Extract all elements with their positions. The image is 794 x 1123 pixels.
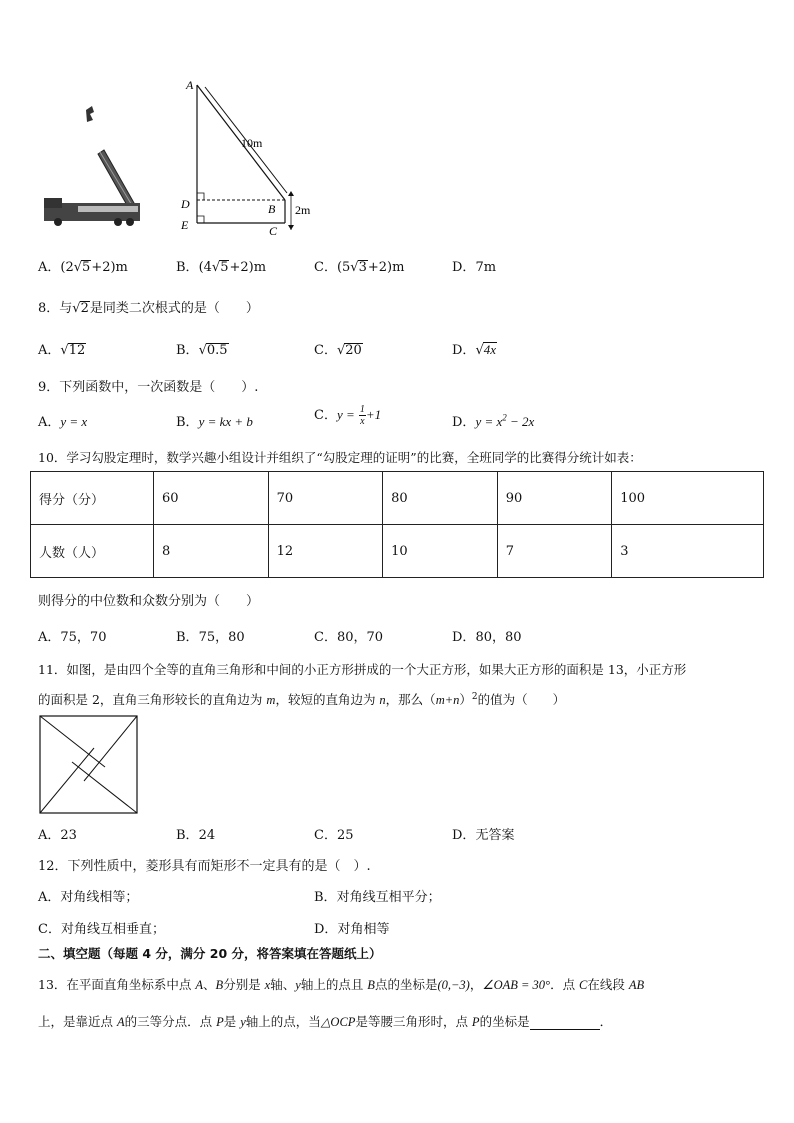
q11-option-b[interactable]: B．24	[176, 828, 216, 843]
table-cell: 60	[154, 472, 269, 525]
table-cell: 得分（分）	[31, 472, 154, 525]
q12-option-c[interactable]: C．对角线互相垂直；	[38, 922, 165, 937]
table-cell: 8	[154, 525, 269, 578]
label-c: C	[269, 224, 278, 238]
table-cell: 3	[612, 525, 764, 578]
q11-option-c[interactable]: C．25	[314, 828, 354, 843]
score-table	[30, 471, 764, 578]
q10-option-c[interactable]: C．80，70	[314, 630, 384, 645]
q8-option-a[interactable]: A．√12	[38, 343, 86, 358]
fraction-one-over-x: $\frac{1}{x}$	[359, 404, 365, 427]
q12-stem: 12．下列性质中，菱形具有而矩形不一定具有的是（ ）.	[38, 859, 371, 874]
q12-option-d[interactable]: D．对角相等	[314, 922, 390, 937]
q8-option-b[interactable]: B．√0.5	[176, 343, 228, 358]
table-cell: 80	[383, 472, 498, 525]
label-d: D	[181, 197, 190, 211]
label-a: A	[186, 78, 194, 92]
q10-stem: 10．学习勾股定理时，数学兴趣小组设计并组织了“勾股定理的证明”的比赛，全班同学的比赛得分统计如表：	[38, 450, 642, 465]
pinwheel-square-diagram	[39, 715, 139, 815]
q11-line2: 的面积是 2，直角三角形较长的直角边为 m，较短的直角边为 n，那么$(m+n)^2$的值为（ ）	[38, 691, 566, 707]
label-e: E	[181, 218, 189, 232]
length-2m: 2m	[295, 203, 311, 217]
table-row	[31, 472, 764, 525]
q8-stem: 8．与√2是同类二次根式的是（ ）	[38, 301, 259, 316]
q8-option-c[interactable]: C．√20	[314, 343, 362, 358]
q12-option-a[interactable]: A．对角线相等；	[38, 890, 139, 905]
q9-option-c[interactable]: C．y = $\frac{1}{x}$ +1	[314, 404, 382, 427]
q13-line1: 13．在平面直角坐标系中点 A、B分别是 x轴、y轴上的点且 B点的坐标是(0,−3)，∠OAB = 30°．点 C在线段 AB	[38, 977, 645, 992]
q7-option-d[interactable]: D．7m	[452, 260, 497, 275]
q10-option-d[interactable]: D．80，80	[452, 630, 522, 645]
table-row	[31, 525, 764, 578]
table-cell: 90	[497, 472, 612, 525]
q9-option-d[interactable]: D．$y = x^2 - 2x$	[452, 412, 535, 430]
table-cell: 7	[497, 525, 612, 578]
q10-question: 则得分的中位数和众数分别为（ ）	[38, 594, 260, 609]
q11-option-a[interactable]: A．23	[38, 828, 77, 843]
q11-line1: 11．如图，是由四个全等的直角三角形和中间的小正方形拼成的一个大正方形，如果大正方形的面积是 13，小正方形	[38, 662, 687, 677]
q11-option-d[interactable]: D．无答案	[452, 828, 515, 843]
fire-truck-image	[38, 100, 148, 230]
table-cell: 人数（人）	[31, 525, 154, 578]
table-cell: 12	[268, 525, 383, 578]
q10-option-a[interactable]: A．75，70	[38, 630, 107, 645]
label-b: B	[268, 202, 276, 216]
q7-option-c[interactable]: C．(5√3+2)m	[314, 260, 405, 275]
answer-blank[interactable]	[530, 1017, 600, 1030]
table-cell: 10	[383, 525, 498, 578]
q12-option-b[interactable]: B．对角线互相平分；	[314, 890, 441, 905]
q7-option-b[interactable]: B．(4√5+2)m	[176, 260, 267, 275]
q10-option-b[interactable]: B．75，80	[176, 630, 245, 645]
q9-stem: 9．下列函数中，一次函数是（ ）.	[38, 380, 259, 395]
q7-option-a[interactable]: A．(2√5+2)m	[38, 260, 128, 275]
length-10m: 10m	[241, 136, 263, 150]
q9-option-b[interactable]: B．y = kx + b	[176, 414, 253, 430]
q13-line2: 上，是靠近点 A的三等分点．点 P是 y轴上的点，当△OCP是等腰三角形时，点 P的坐标是 ．	[38, 1014, 613, 1029]
table-cell: 100	[612, 472, 764, 525]
table-cell: 70	[268, 472, 383, 525]
q8-option-d[interactable]: D．√4x	[452, 342, 497, 358]
q9-option-a[interactable]: A．y = x	[38, 414, 88, 430]
section-heading-fill-in: 二、填空题（每题 4 分，满分 20 分，将答案填在答题纸上）	[38, 946, 382, 961]
ladder-triangle-diagram	[175, 75, 315, 240]
